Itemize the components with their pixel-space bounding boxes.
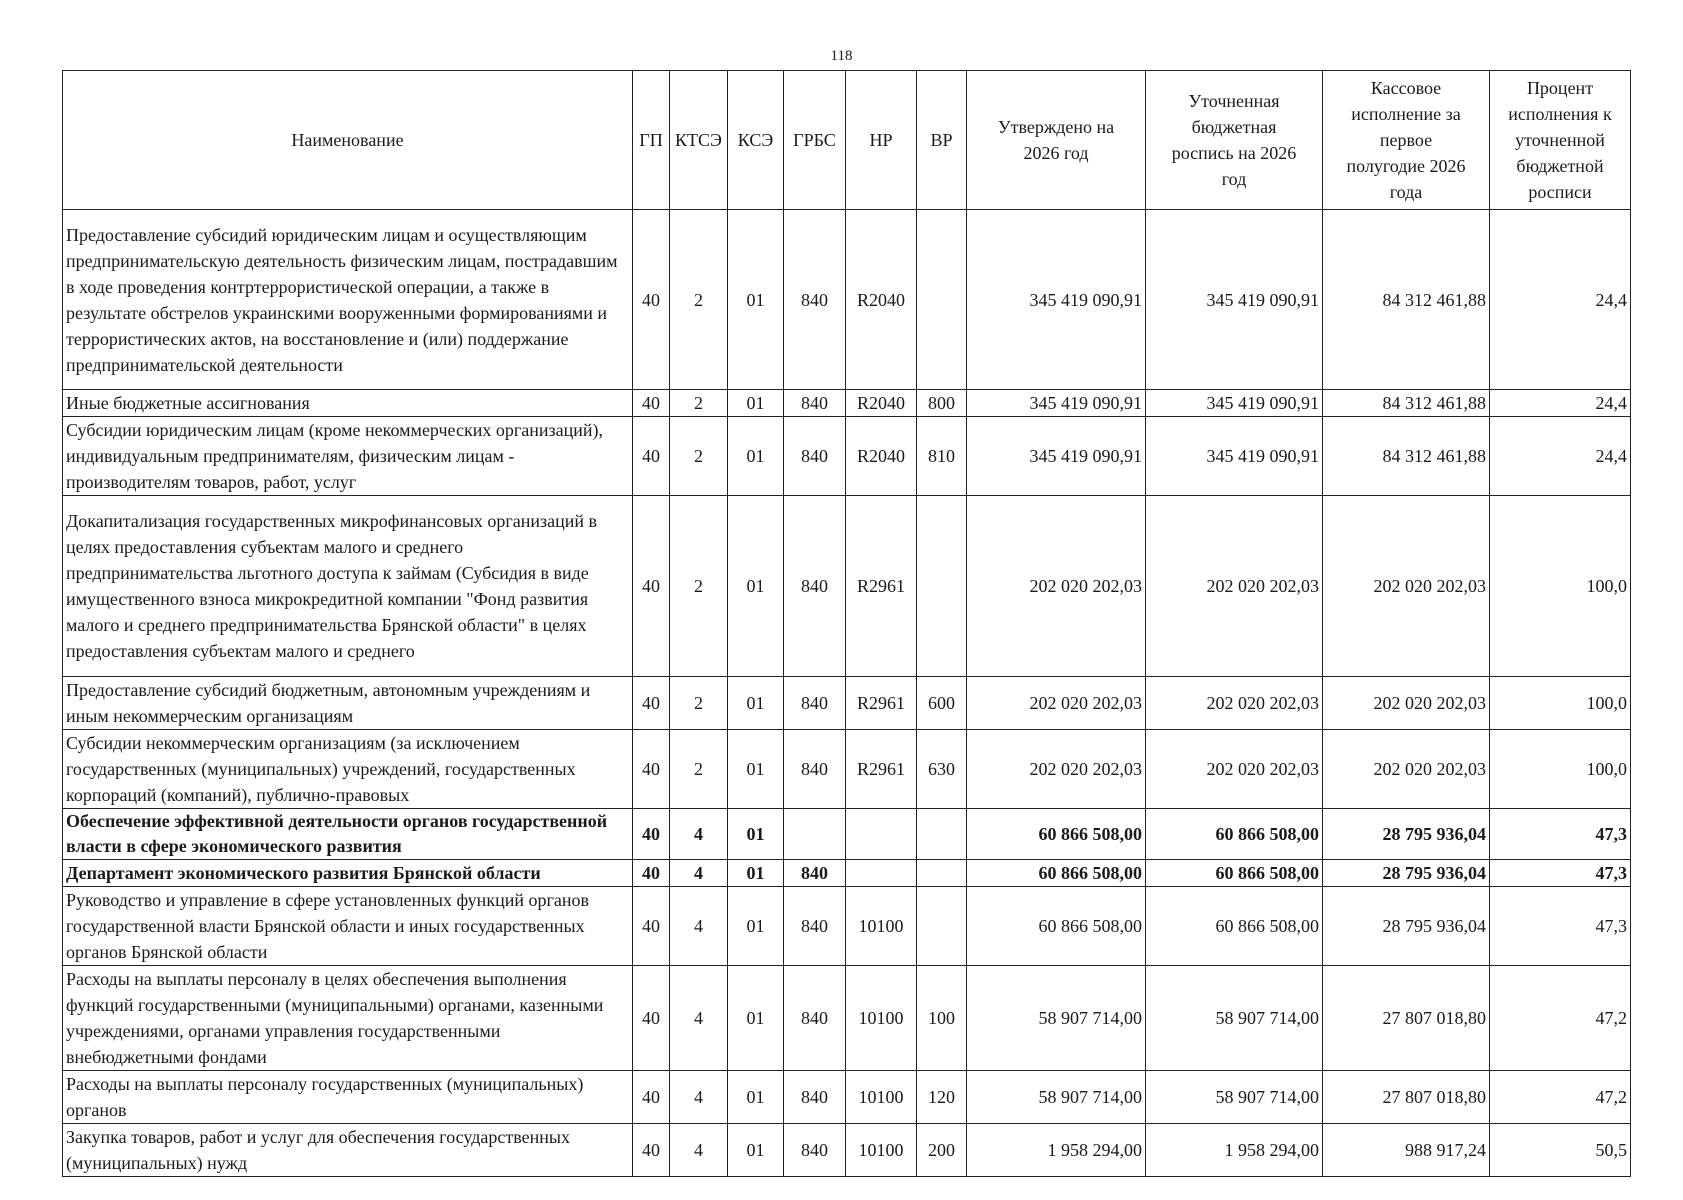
cell-np: R2040 bbox=[846, 417, 917, 496]
cell-vr: 100 bbox=[917, 966, 967, 1071]
cell-name: Иные бюджетные ассигнования bbox=[63, 390, 633, 417]
cell-gp: 40 bbox=[633, 677, 670, 730]
cell-percent: 100,0 bbox=[1490, 496, 1631, 677]
cell-cash: 27 807 018,80 bbox=[1323, 1071, 1490, 1124]
cell-percent: 47,3 bbox=[1490, 887, 1631, 966]
cell-cash: 28 795 936,04 bbox=[1323, 809, 1490, 860]
cell-approved: 202 020 202,03 bbox=[967, 730, 1146, 809]
cell-grbs: 840 bbox=[784, 417, 846, 496]
cell-vr: 800 bbox=[917, 390, 967, 417]
cell-np: R2961 bbox=[846, 730, 917, 809]
header-gp: ГП bbox=[633, 71, 670, 210]
cell-vr: 810 bbox=[917, 417, 967, 496]
table-row bbox=[63, 887, 1631, 966]
table-row bbox=[63, 809, 1631, 860]
cell-cash: 84 312 461,88 bbox=[1323, 210, 1490, 390]
cell-grbs: 840 bbox=[784, 887, 846, 966]
cell-cash: 28 795 936,04 bbox=[1323, 860, 1490, 887]
table-row bbox=[63, 496, 1631, 677]
cell-np: R2961 bbox=[846, 677, 917, 730]
cell-vr: 630 bbox=[917, 730, 967, 809]
cell-approved: 60 866 508,00 bbox=[967, 860, 1146, 887]
cell-ktse: 4 bbox=[670, 860, 728, 887]
cell-refined: 345 419 090,91 bbox=[1146, 390, 1323, 417]
cell-ktse: 4 bbox=[670, 809, 728, 860]
table-row bbox=[63, 417, 1631, 496]
cell-grbs: 840 bbox=[784, 496, 846, 677]
budget-table bbox=[62, 70, 1631, 1177]
cell-percent: 24,4 bbox=[1490, 390, 1631, 417]
cell-grbs: 840 bbox=[784, 1124, 846, 1177]
cell-np: 10100 bbox=[846, 966, 917, 1071]
cell-ktse: 4 bbox=[670, 966, 728, 1071]
cell-vr: 200 bbox=[917, 1124, 967, 1177]
cell-cash: 84 312 461,88 bbox=[1323, 417, 1490, 496]
cell-gp: 40 bbox=[633, 1124, 670, 1177]
cell-refined: 345 419 090,91 bbox=[1146, 417, 1323, 496]
cell-cash: 202 020 202,03 bbox=[1323, 677, 1490, 730]
cell-approved: 202 020 202,03 bbox=[967, 496, 1146, 677]
cell-percent: 100,0 bbox=[1490, 677, 1631, 730]
header-approved: Утверждено на 2026 год bbox=[967, 71, 1146, 210]
cell-vr bbox=[917, 210, 967, 390]
cell-gp: 40 bbox=[633, 210, 670, 390]
cell-np: 10100 bbox=[846, 887, 917, 966]
header-np: НР bbox=[846, 71, 917, 210]
cell-approved: 345 419 090,91 bbox=[967, 417, 1146, 496]
cell-refined: 58 907 714,00 bbox=[1146, 966, 1323, 1071]
cell-np: R2040 bbox=[846, 210, 917, 390]
cell-percent: 50,5 bbox=[1490, 1124, 1631, 1177]
cell-ktse: 4 bbox=[670, 887, 728, 966]
cell-ktse: 2 bbox=[670, 730, 728, 809]
cell-percent: 47,3 bbox=[1490, 860, 1631, 887]
cell-percent: 47,2 bbox=[1490, 1071, 1631, 1124]
page-number: 118 bbox=[830, 48, 853, 64]
table-row bbox=[63, 966, 1631, 1071]
cell-cash: 988 917,24 bbox=[1323, 1124, 1490, 1177]
cell-cash: 27 807 018,80 bbox=[1323, 966, 1490, 1071]
cell-approved: 58 907 714,00 bbox=[967, 966, 1146, 1071]
cell-approved: 202 020 202,03 bbox=[967, 677, 1146, 730]
cell-grbs: 840 bbox=[784, 966, 846, 1071]
cell-name: Субсидии юридическим лицам (кроме некоммерческих организаций), индивидуальным предпринимателям, физическим лицам - производителям товаров, работ, услуг bbox=[63, 417, 633, 496]
cell-cash: 202 020 202,03 bbox=[1323, 730, 1490, 809]
cell-approved: 60 866 508,00 bbox=[967, 809, 1146, 860]
cell-ktse: 2 bbox=[670, 496, 728, 677]
cell-percent: 24,4 bbox=[1490, 417, 1631, 496]
table-row bbox=[63, 677, 1631, 730]
cell-name: Расходы на выплаты персоналу в целях обеспечения выполнения функций государственными (муниципальными) органами, казенными учреждениями, органами управления государственными внебюджетными фондами bbox=[63, 966, 633, 1071]
cell-kse: 01 bbox=[728, 887, 784, 966]
cell-np: 10100 bbox=[846, 1071, 917, 1124]
cell-kse: 01 bbox=[728, 730, 784, 809]
cell-grbs: 840 bbox=[784, 210, 846, 390]
cell-kse: 01 bbox=[728, 1071, 784, 1124]
table-row bbox=[63, 1071, 1631, 1124]
cell-grbs: 840 bbox=[784, 677, 846, 730]
cell-kse: 01 bbox=[728, 860, 784, 887]
cell-name: Обеспечение эффективной деятельности органов государственной власти в сфере экономического развития bbox=[63, 809, 633, 860]
cell-refined: 202 020 202,03 bbox=[1146, 730, 1323, 809]
cell-name: Предоставление субсидий бюджетным, автономным учреждениям и иным некоммерческим организациям bbox=[63, 677, 633, 730]
cell-name: Закупка товаров, работ и услуг для обеспечения государственных (муниципальных) нужд bbox=[63, 1124, 633, 1177]
table-row bbox=[63, 860, 1631, 887]
cell-kse: 01 bbox=[728, 417, 784, 496]
cell-refined: 60 866 508,00 bbox=[1146, 809, 1323, 860]
cell-gp: 40 bbox=[633, 966, 670, 1071]
cell-np: R2961 bbox=[846, 496, 917, 677]
cell-gp: 40 bbox=[633, 887, 670, 966]
table-row bbox=[63, 1124, 1631, 1177]
cell-approved: 60 866 508,00 bbox=[967, 887, 1146, 966]
header-cash: Кассовое исполнение за первое полугодие 2026 года bbox=[1323, 71, 1490, 210]
cell-ktse: 2 bbox=[670, 417, 728, 496]
cell-percent: 24,4 bbox=[1490, 210, 1631, 390]
cell-cash: 84 312 461,88 bbox=[1323, 390, 1490, 417]
cell-kse: 01 bbox=[728, 809, 784, 860]
header-vr: ВР bbox=[917, 71, 967, 210]
cell-approved: 345 419 090,91 bbox=[967, 210, 1146, 390]
header-name: Наименование bbox=[63, 71, 633, 210]
cell-ktse: 4 bbox=[670, 1124, 728, 1177]
cell-kse: 01 bbox=[728, 210, 784, 390]
cell-np: 10100 bbox=[846, 1124, 917, 1177]
cell-refined: 202 020 202,03 bbox=[1146, 496, 1323, 677]
header-refined: Уточненная бюджетная роспись на 2026 год bbox=[1146, 71, 1323, 210]
cell-approved: 58 907 714,00 bbox=[967, 1071, 1146, 1124]
cell-kse: 01 bbox=[728, 496, 784, 677]
cell-ktse: 4 bbox=[670, 1071, 728, 1124]
cell-approved: 1 958 294,00 bbox=[967, 1124, 1146, 1177]
cell-percent: 100,0 bbox=[1490, 730, 1631, 809]
table-row bbox=[63, 210, 1631, 390]
cell-grbs: 840 bbox=[784, 1071, 846, 1124]
cell-gp: 40 bbox=[633, 496, 670, 677]
cell-kse: 01 bbox=[728, 677, 784, 730]
table-row bbox=[63, 730, 1631, 809]
cell-grbs: 840 bbox=[784, 730, 846, 809]
cell-kse: 01 bbox=[728, 966, 784, 1071]
cell-approved: 345 419 090,91 bbox=[967, 390, 1146, 417]
cell-refined: 58 907 714,00 bbox=[1146, 1071, 1323, 1124]
header-kse: КСЭ bbox=[728, 71, 784, 210]
cell-vr: 120 bbox=[917, 1071, 967, 1124]
cell-percent: 47,2 bbox=[1490, 966, 1631, 1071]
cell-refined: 1 958 294,00 bbox=[1146, 1124, 1323, 1177]
cell-grbs: 840 bbox=[784, 860, 846, 887]
cell-percent: 47,3 bbox=[1490, 809, 1631, 860]
cell-gp: 40 bbox=[633, 417, 670, 496]
cell-refined: 202 020 202,03 bbox=[1146, 677, 1323, 730]
cell-ktse: 2 bbox=[670, 390, 728, 417]
cell-ktse: 2 bbox=[670, 210, 728, 390]
cell-name: Докапитализация государственных микрофинансовых организаций в целях предоставления субъектам малого и среднего предпринимательства льготного доступа к займам (Субсидия в виде имущественного взноса микрокредитной компании "Фонд развития малого и среднего предпринимательства Брянской области" в целях предоставления субъектам малого и среднего bbox=[63, 496, 633, 677]
header-grbs: ГРБС bbox=[784, 71, 846, 210]
cell-name: Департамент экономического развития Брянской области bbox=[63, 860, 633, 887]
cell-gp: 40 bbox=[633, 860, 670, 887]
cell-vr bbox=[917, 860, 967, 887]
cell-name: Субсидии некоммерческим организациям (за исключением государственных (муниципальных) учреждений, государственных корпораций (компаний), публично-правовых bbox=[63, 730, 633, 809]
cell-np: R2040 bbox=[846, 390, 917, 417]
header-row bbox=[63, 71, 1631, 210]
cell-kse: 01 bbox=[728, 390, 784, 417]
cell-grbs bbox=[784, 809, 846, 860]
cell-np bbox=[846, 860, 917, 887]
cell-gp: 40 bbox=[633, 390, 670, 417]
cell-vr bbox=[917, 496, 967, 677]
cell-name: Расходы на выплаты персоналу государственных (муниципальных) органов bbox=[63, 1071, 633, 1124]
cell-cash: 202 020 202,03 bbox=[1323, 496, 1490, 677]
cell-vr: 600 bbox=[917, 677, 967, 730]
cell-ktse: 2 bbox=[670, 677, 728, 730]
header-ktse: КТСЭ bbox=[670, 71, 728, 210]
cell-refined: 60 866 508,00 bbox=[1146, 860, 1323, 887]
cell-gp: 40 bbox=[633, 730, 670, 809]
cell-np bbox=[846, 809, 917, 860]
table-row bbox=[63, 390, 1631, 417]
cell-cash: 28 795 936,04 bbox=[1323, 887, 1490, 966]
cell-gp: 40 bbox=[633, 809, 670, 860]
cell-refined: 60 866 508,00 bbox=[1146, 887, 1323, 966]
header-percent: Процент исполнения к уточненной бюджетной росписи bbox=[1490, 71, 1631, 210]
cell-refined: 345 419 090,91 bbox=[1146, 210, 1323, 390]
cell-name: Предоставление субсидий юридическим лицам и осуществляющим предпринимательскую деятельность физическим лицам, пострадавшим в ходе проведения контртеррористической операции, а также в результате обстрелов украинскими вооруженными формированиями и террористических актов, на восстановление и (или) поддержание предпринимательской деятельности bbox=[63, 210, 633, 390]
cell-vr bbox=[917, 887, 967, 966]
cell-kse: 01 bbox=[728, 1124, 784, 1177]
cell-name: Руководство и управление в сфере установленных функций органов государственной власти Брянской области и иных государственных органов Брянской области bbox=[63, 887, 633, 966]
cell-vr bbox=[917, 809, 967, 860]
cell-gp: 40 bbox=[633, 1071, 670, 1124]
cell-grbs: 840 bbox=[784, 390, 846, 417]
